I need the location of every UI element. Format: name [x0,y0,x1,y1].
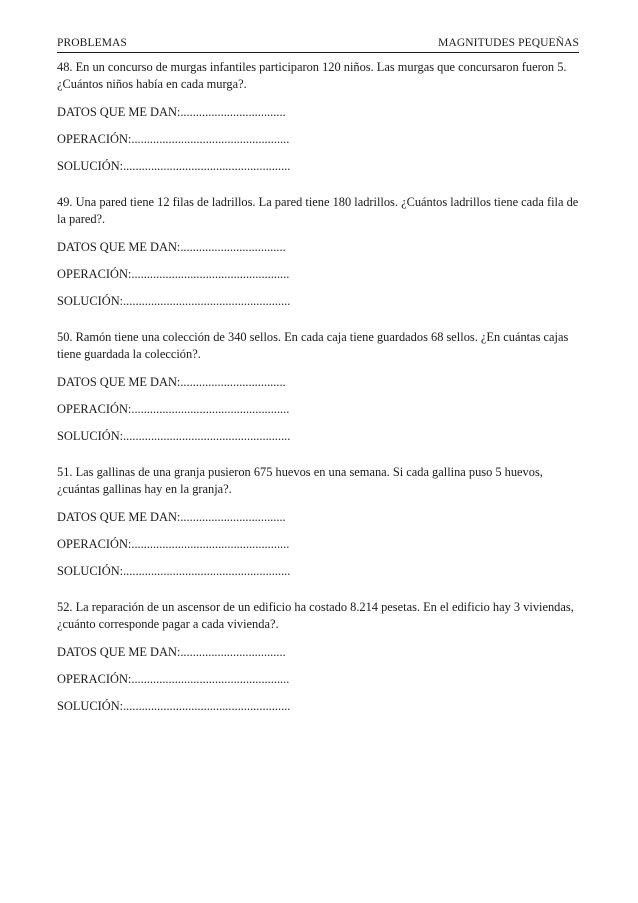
problem-item [57,59,579,175]
problem-statement: 50. Ramón tiene una colección de 340 sellos. En cada caja tiene guardados 68 sellos. ¿En cuántas cajas tiene guardada la colección?. [57,330,569,361]
operacion-field: OPERACIÓN:................................................... [57,672,290,686]
operacion-field: OPERACIÓN:................................................... [57,537,290,551]
problem-item [57,329,579,445]
datos-field: DATOS QUE ME DAN:.................................. [57,375,286,389]
datos-field: DATOS QUE ME DAN:.................................. [57,645,286,659]
solucion-field: SOLUCIÓN:...................................................... [57,699,291,713]
problem-item [57,599,579,715]
header-topic-title: MAGNITUDES PEQUEÑAS [438,37,579,49]
datos-field: DATOS QUE ME DAN:.................................. [57,240,286,254]
operacion-field: OPERACIÓN:................................................... [57,132,290,146]
problem-statement: 48. En un concurso de murgas infantiles participaron 120 niños. Las murgas que concursaron fueron 5. ¿Cuántos niños había en cada murga?. [57,60,567,91]
problem-statement: 51. Las gallinas de una granja pusieron 675 huevos en una semana. Si cada gallina puso 5 huevos, ¿cuántas gallinas hay en la granja?. [57,465,543,496]
problem-item [57,464,579,580]
solucion-field: SOLUCIÓN:...................................................... [57,159,291,173]
problem-item [57,194,579,310]
page-header [57,36,579,53]
header-section-title: PROBLEMAS [57,37,127,49]
operacion-field: OPERACIÓN:................................................... [57,402,290,416]
solucion-field: SOLUCIÓN:...................................................... [57,294,291,308]
solucion-field: SOLUCIÓN:...................................................... [57,564,291,578]
worksheet-page [57,36,579,734]
operacion-field: OPERACIÓN:................................................... [57,267,290,281]
problem-statement: 49. Una pared tiene 12 filas de ladrillos. La pared tiene 180 ladrillos. ¿Cuántos ladrillos tiene cada fila de la pared?. [57,195,579,226]
solucion-field: SOLUCIÓN:...................................................... [57,429,291,443]
problem-statement: 52. La reparación de un ascensor de un edificio ha costado 8.214 pesetas. En el edificio hay 3 viviendas, ¿cuánto corresponde pagar a cada vivienda?. [57,600,574,631]
datos-field: DATOS QUE ME DAN:.................................. [57,510,286,524]
problem-list [57,59,579,715]
datos-field: DATOS QUE ME DAN:.................................. [57,105,286,119]
